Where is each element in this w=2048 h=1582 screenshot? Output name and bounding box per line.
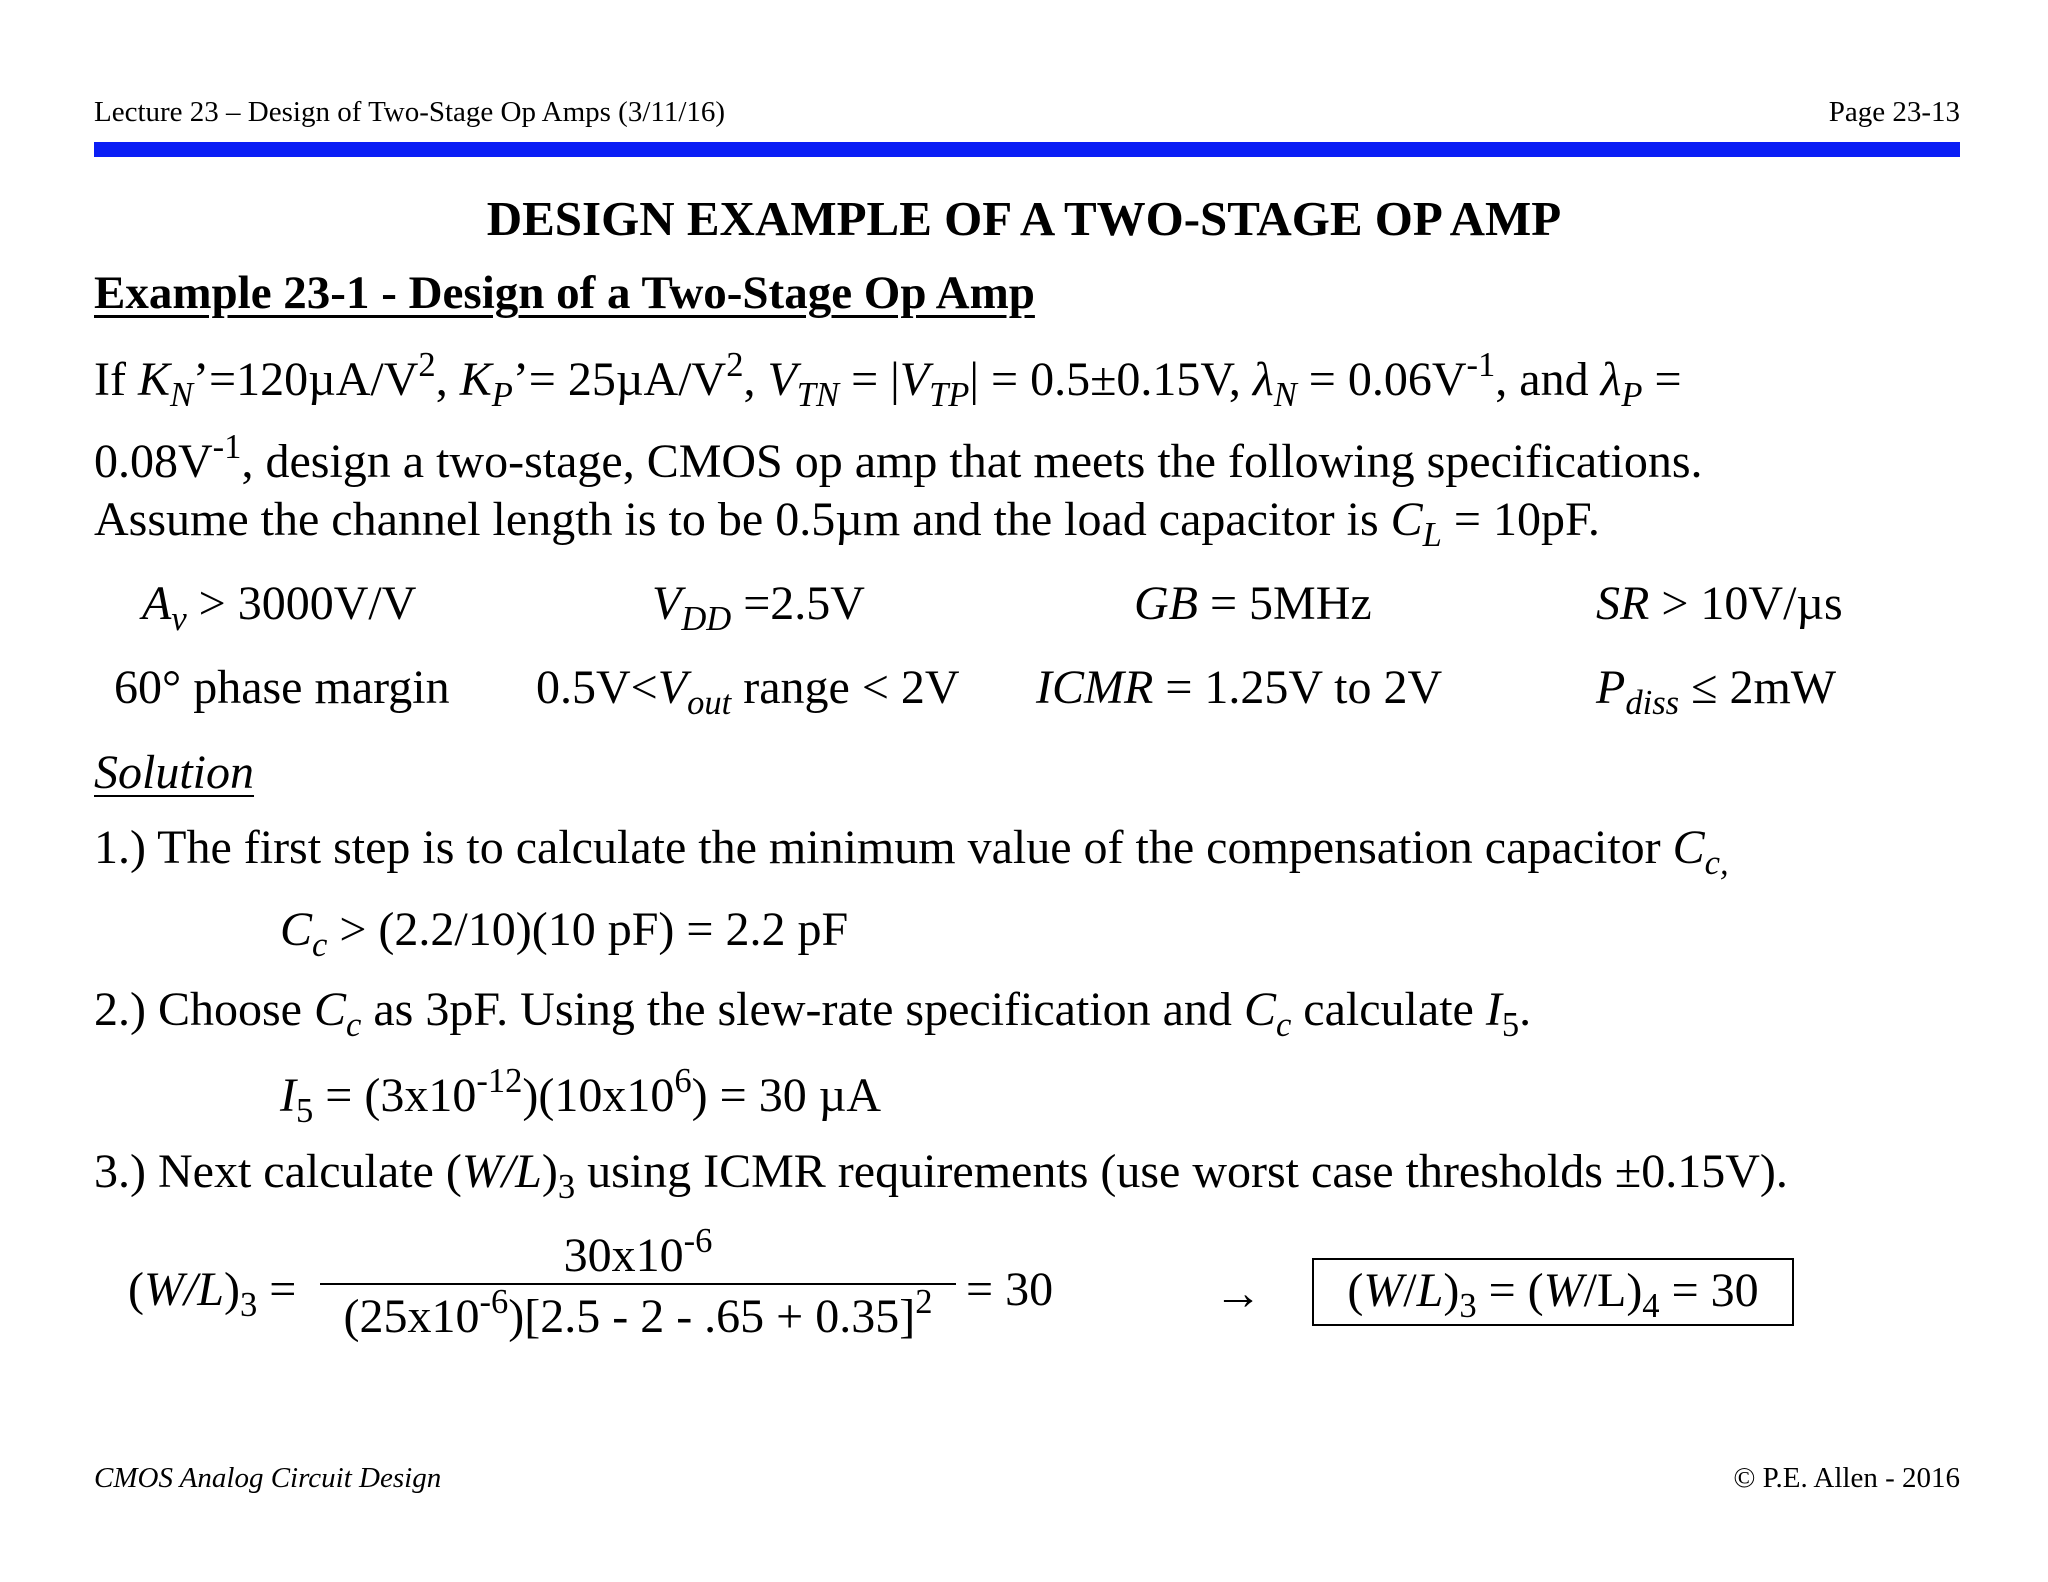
fraction-numerator: $30x10^{-6}$ [563, 1222, 713, 1282]
step-1-text: 1.) The first step is to calculate the minimum value of the compensation capacitor $C_{c,}$ [94, 821, 1729, 883]
intro-line-2: $0.08V^{-1}$, design a two-stage, CMOS op amp that meets the following specifications. [94, 428, 1703, 488]
example-heading: Example 23-1 - Design of a Two-Stage Op Amp [94, 267, 1035, 319]
step-2-equation: $I_5 = (3x10^{-12})(10x10^6) = 30$ µA [280, 1062, 882, 1131]
solution-heading: Solution [94, 746, 255, 799]
footer-course: CMOS Analog Circuit Design [94, 1462, 442, 1494]
arrow-icon: → [1214, 1267, 1262, 1320]
spec-gb: GB = 5MHz [1134, 577, 1372, 630]
step-3-fraction [320, 1222, 956, 1344]
spec-pdiss: $P_{diss} \le 2mW$ [1596, 661, 1837, 723]
spec-vout-range: $0.5V<V_{out}$ range < 2V [536, 661, 960, 723]
spec-phase-margin: 60° phase margin [114, 661, 450, 714]
step-3-result: = 30 [966, 1263, 1054, 1316]
step-2-text: 2.) Choose $C_c$ as 3pF. Using the slew-rate specification and $C_c$ calculate $I_5$. [94, 983, 1532, 1045]
lecture-header: Lecture 23 – Design of Two-Stage Op Amps (3/11/16) [94, 96, 726, 128]
step-3-lhs: $(W/L)_3$ = [128, 1263, 297, 1325]
footer-copyright: © P.E. Allen - 2016 [1733, 1462, 1960, 1494]
step-1-equation: $C_c > (2.2/10)(10$ pF) = 2.2 pF [280, 903, 849, 965]
slide-title: DESIGN EXAMPLE OF A TWO-STAGE OP AMP [486, 191, 1562, 246]
intro-line-3: Assume the channel length is to be 0.5µm and the load capacitor is $C_L = 10pF$. [94, 493, 1600, 555]
fraction-denominator: $(25x10^{-6})[2.5 - 2 - .65 + 0.35]^2$ [320, 1283, 956, 1344]
step-3-text: 3.) Next calculate $(W/L)_3$ using ICMR requirements (use worst case thresholds ±0.15V). [94, 1145, 1788, 1207]
spec-slew-rate: SR > 10V/µs [1596, 577, 1843, 630]
step-3-boxed-result: $(W/L)_3 = (W/L)_4 = 30$ [1312, 1258, 1794, 1326]
spec-icmr: ICMR = 1.25V to 2V [1036, 661, 1443, 714]
spec-vdd: $V_{DD} =2.5V$ [652, 577, 865, 639]
intro-line-1: If $K_N’=120\mu A/V^2$, $K_P’= 25\mu A/V^2$, $V_{TN} = |V_{TP}| = 0.5\pm 0.15V$, $\lambda_N = 0.06V^{-1}$, and $\lambda_P$ = [94, 346, 1682, 415]
spec-gain: $A_v > 3000V/V$ [142, 577, 417, 639]
header-rule [94, 142, 1960, 157]
page-number: Page 23-13 [1828, 96, 1960, 128]
